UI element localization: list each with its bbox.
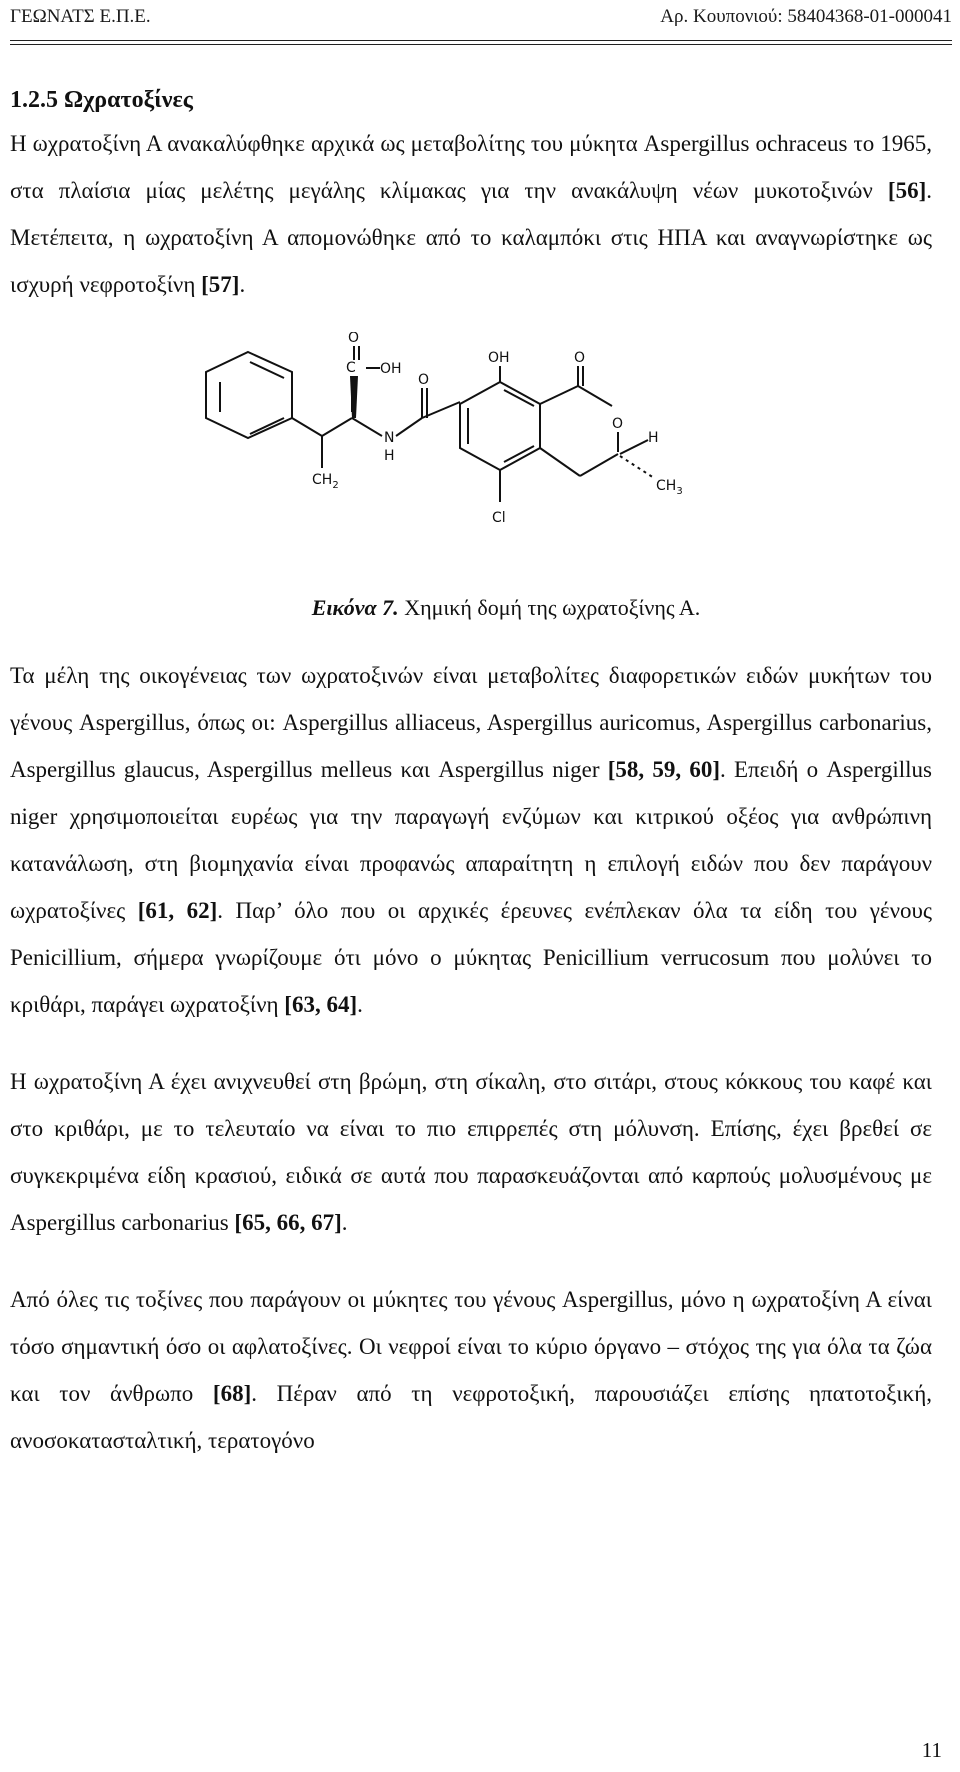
- atom-o-ring: O: [612, 416, 624, 432]
- atom-oh-acid: OH: [380, 361, 402, 377]
- text-run: . Παρ’ όλο που οι αρχικές έρευνες ενέπλεκαν όλα τα είδη του γένους Penicillium, σήμερα γνωρίζουμε ότι μόνο ο μύκητας Penicillium verrucosum που μολύνει το κριθάρι, παράγει ωχρατοξίνη: [10, 898, 932, 1017]
- text-run: . Επειδή ο Aspergillus niger χρησιμοποιείται ευρέως για την παραγωγή ενζύμων και κιτρικού οξέος για ανθρώπινη κατανάλωση, στη βιομηχανία είναι προφανώς απαραίτητη η επιλογή ειδών που δεν παράγουν ωχρατοξίνες: [10, 757, 932, 923]
- citation: [68]: [212, 1381, 252, 1406]
- paragraph-ochratoxin-species: [10, 652, 932, 1028]
- atom-ch2-subscript: 2: [332, 480, 339, 491]
- text-run: Τα μέλη της οικογένειας των ωχρατοξινών είναι μεταβολίτες διαφορετικών ειδών μυκήτων του γένους Aspergillus, όπως οι: Aspergillus alliaceus, Aspergillus auricomus, Aspergillus carbonarius, Aspergillus glaucus, Aspergillus melleus και Aspergillus niger: [10, 663, 932, 782]
- figure-ochratoxin-structure: [10, 332, 932, 588]
- text-run: .: [341, 1210, 348, 1235]
- atom-n: N: [384, 430, 395, 446]
- citation: [63, 64]: [284, 992, 358, 1017]
- citation: [61, 62]: [137, 898, 218, 923]
- atom-cl: Cl: [492, 510, 506, 526]
- text-run: Η ωχρατοξίνη Α ανακαλύφθηκε αρχικά ως μεταβολίτης του μύκητα Aspergillus ochraceus το 1965, στα πλαίσια μίας μελέτης μεγάλης κλίμακας για την ανακάλυψη νέων μυκοτοξινών: [10, 131, 932, 203]
- text-run: Από όλες τις τοξίνες που παράγουν οι μύκητες του γένους Aspergillus, μόνο η ωχρατοξίνη Α είναι τόσο σημαντική όσο οι αφλατοξίνες. Οι νεφροί είναι το κύριο όργανο – στόχος της για όλα τα ζώα και τον άνθρωπο: [10, 1287, 932, 1406]
- text-run: Η ωχρατοξίνη Α έχει ανιχνευθεί στη βρώμη, στη σίκαλη, στο σιτάρι, στους κόκκους του καφέ και στο κριθάρι, με το τελευταίο να είναι το πιο επιρρεπές στη μόλυνση. Επίσης, έχει βρεθεί σε συγκεκριμένα είδη κρασιού, ειδικά σε αυτά που παρασκευάζονται από καρπούς μολυσμένους με Aspergillus carbonarius: [10, 1069, 932, 1235]
- text-run: .: [239, 272, 246, 297]
- text-run: . Πέραν από τη νεφροτοξική, παρουσιάζει επίσης ηπατοτοξική, ανοσοκατασταλτική, τερατογόνο: [10, 1381, 932, 1453]
- spacer: [10, 1246, 932, 1276]
- atom-ch3: [656, 478, 683, 497]
- page-number: 11: [921, 1738, 942, 1762]
- atom-ch2-main: CH: [312, 472, 333, 488]
- atom-o-amide: O: [418, 372, 430, 388]
- citation: [56]: [887, 178, 927, 203]
- paragraph-intro: [10, 120, 932, 308]
- spacer: [10, 1028, 932, 1058]
- atom-ch3-main: CH: [656, 478, 677, 494]
- atom-oh-phenol: OH: [488, 350, 510, 366]
- citation: [58, 59, 60]: [607, 757, 721, 782]
- spacer: [10, 624, 932, 652]
- citation: [65, 66, 67]: [234, 1210, 342, 1235]
- header-rule: [10, 40, 952, 41]
- header-coupon-number: Αρ. Κουπονιού: 58404368-01-000041: [660, 6, 952, 27]
- chemical-structure-diagram: [200, 332, 760, 588]
- atom-o-carbonyl: O: [348, 332, 360, 346]
- page-header: [10, 6, 952, 34]
- atom-h: H: [648, 430, 659, 446]
- citation: [57]: [201, 272, 240, 297]
- paragraph-detection: [10, 1058, 932, 1246]
- caption-label: Εικόνα 7.: [311, 595, 399, 620]
- atom-h-on-n: H: [384, 448, 395, 464]
- text-run: .: [357, 992, 363, 1017]
- header-company: ΓΕΩΝΑΤΣ Ε.Π.Ε.: [10, 6, 151, 27]
- atom-c: C: [346, 360, 356, 376]
- text-run: . Μετέπειτα, η ωχρατοξίνη Α απομονώθηκε από το καλαμπόκι στις ΗΠΑ και αναγνωρίστηκε ως ισχυρή νεφροτοξίνη: [10, 178, 932, 297]
- atom-ch2: [312, 472, 339, 491]
- caption-text: Χημική δομή της ωχρατοξίνης Α.: [398, 595, 701, 620]
- figure-caption: [80, 592, 932, 624]
- atom-ch3-subscript: 3: [676, 486, 683, 497]
- paragraph-toxicity: [10, 1276, 932, 1464]
- atom-o-lactone: O: [574, 350, 586, 366]
- page-content: [10, 80, 932, 1464]
- section-heading: 1.2.5 Ωχρατοξίνες: [10, 87, 193, 113]
- header-rule-second: [10, 44, 952, 45]
